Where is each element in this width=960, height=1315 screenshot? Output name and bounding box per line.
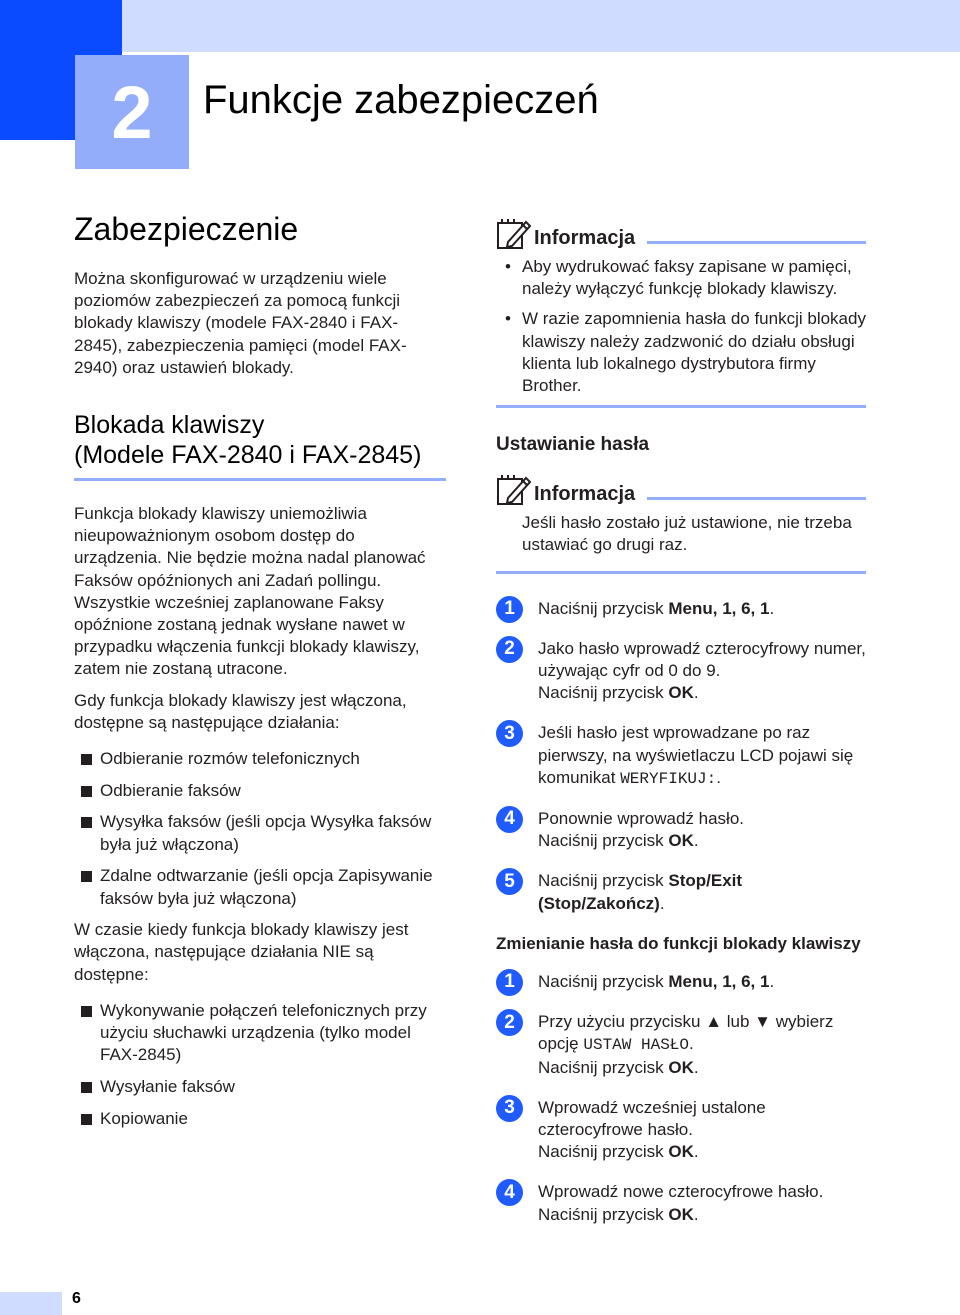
step-number: 5 [496, 868, 523, 895]
set-password-title: Ustawianie hasła [496, 434, 650, 456]
square-bullet-icon [81, 817, 92, 828]
lcd-message: WERYFIKUJ: [620, 769, 717, 788]
square-bullet-icon [81, 786, 92, 797]
list-item: • W razie zapomnienia hasła do funkcji blokady klawiszy należy zadzwonić do działu obsługi klienta lub lokalnego dystrybutora firmy Brother. [505, 309, 866, 396]
chapter-number-box [75, 55, 189, 169]
note-header [496, 218, 866, 250]
list-item: Wykonywanie połączeń telefonicznych przy użyciu słuchawki urządzenia (tylko model FAX-2845) [74, 1000, 446, 1067]
step-number: 1 [496, 969, 523, 996]
step-item: 5 Naciśnij przycisk Stop/Exit (Stop/Zakończ). [496, 870, 866, 914]
dot-bullet-icon: • [505, 257, 511, 276]
note-label: Informacja [534, 483, 636, 506]
step-number: 2 [496, 1009, 523, 1036]
allowed-list [74, 748, 446, 910]
change-password-title: Zmienianie hasła do funkcji blokady klawiszy [496, 933, 861, 953]
lcd-message: USTAW HASŁO [583, 1036, 689, 1055]
chapter-title: Funkcje zabezpieczeń [203, 78, 599, 122]
chapter-number: 2 [111, 70, 153, 154]
note-pencil-icon [496, 218, 532, 250]
keylock-paragraph: Funkcja blokady klawiszy uniemożliwia nieupoważnionym osobom dostęp do urządzenia. Nie będzie można nadal planować Faksów opóźnionych ani Zadań pollingu. Wszystkie wcześniej zaplanowane Faksy opóźnione zostaną jednak wysłane nawet w przypadku włączenia funkcji blokady klawiszy, zatem nie zostaną utracone. [74, 504, 426, 679]
square-bullet-icon [81, 871, 92, 882]
available-intro: Gdy funkcja blokady klawiszy jest włączona, dostępne są następujące działania: [74, 690, 407, 732]
note-label: Informacja [534, 227, 636, 249]
intro-paragraph: Można skonfigurować w urządzeniu wiele poziomów zabezpieczeń za pomocą funkcji blokady klawiszy (modele FAX-2840 i FAX-2845), zabezpieczenia pamięci (model FAX-2940) oraz ustawień blokady. [74, 269, 407, 377]
step-number: 3 [496, 1095, 523, 1122]
list-item: • Aby wydrukować faksy zapisane w pamięci, należy wyłączyć funkcję blokady klawiszy. [505, 257, 852, 299]
list-item: Wysyłanie faksów [74, 1076, 446, 1098]
note-box [496, 474, 866, 573]
note-header [496, 474, 866, 506]
header-band [0, 0, 960, 52]
square-bullet-icon [81, 1006, 92, 1017]
note-text: Jeśli hasło zostało już ustawione, nie trzeba ustawiać go drugi raz. [522, 513, 852, 555]
unavailable-intro: W czasie kiedy funkcja blokady klawiszy jest włączona, następujące działania NIE są dostępne: [74, 920, 409, 984]
right-column [496, 218, 866, 1244]
step-item: 4 Wprowadź nowe czterocyfrowe hasło. Naciśnij przycisk OK. [496, 1181, 866, 1225]
list-item: Odbieranie faksów [74, 780, 446, 802]
list-item: Wysyłka faksów (jeśli opcja Wysyłka faksów była już włączona) [74, 811, 446, 855]
step-item: 1 Naciśnij przycisk Menu, 1, 6, 1. [496, 598, 866, 620]
square-bullet-icon [81, 1114, 92, 1125]
step-number: 1 [496, 596, 523, 623]
up-arrow-icon: ▲ [705, 1012, 723, 1032]
down-arrow-icon: ▼ [754, 1012, 771, 1032]
step-item: 4 Ponownie wprowadź hasło. Naciśnij przycisk OK. [496, 808, 866, 852]
step-item: 3 Jeśli hasło jest wprowadzane po raz pierwszy, na wyświetlaczu LCD pojawi się komunikat WERYFIKUJ:. [496, 722, 866, 790]
note-list [496, 256, 866, 397]
list-item: Kopiowanie [74, 1108, 446, 1130]
step-number: 4 [496, 1179, 523, 1206]
subsection-title-line2: (Modele FAX-2840 i FAX-2845) [74, 441, 422, 470]
not-allowed-list [74, 1000, 446, 1130]
square-bullet-icon [81, 754, 92, 765]
step-item: 1 Naciśnij przycisk Menu, 1, 6, 1. [496, 971, 866, 993]
subsection-title-line1: Blokada klawiszy [74, 411, 265, 440]
step-item: 2 Przy użyciu przycisku ▲ lub ▼ wybierz opcję USTAW HASŁO. Naciśnij przycisk OK. [496, 1011, 866, 1079]
subsection-title [74, 410, 446, 470]
page-tab [0, 1292, 62, 1315]
square-bullet-icon [81, 1082, 92, 1093]
left-column [74, 210, 446, 1139]
step-number: 3 [496, 720, 523, 747]
note-rule [647, 241, 866, 244]
list-item: Odbieranie rozmów telefonicznych [74, 748, 446, 770]
list-item: Zdalne odtwarzanie (jeśli opcja Zapisywanie faksów była już włączona) [74, 865, 446, 909]
note-pencil-icon [496, 474, 532, 506]
page-number: 6 [72, 1290, 81, 1307]
step-number: 2 [496, 636, 523, 663]
note-box [496, 218, 866, 408]
note-end-rule [496, 405, 866, 408]
subsection-rule [74, 478, 446, 481]
step-item: 2 Jako hasło wprowadź czterocyfrowy numer, używając cyfr od 0 do 9. Naciśnij przycisk OK. [496, 638, 866, 705]
step-number: 4 [496, 806, 523, 833]
step-item: 3 Wprowadź wcześniej ustalone czterocyfrowe hasło. Naciśnij przycisk OK. [496, 1097, 866, 1164]
dot-bullet-icon: • [505, 309, 511, 329]
set-password-steps [496, 598, 866, 915]
change-password-steps [496, 971, 866, 1226]
note-rule [647, 497, 866, 500]
section-title: Zabezpieczenie [74, 211, 299, 247]
